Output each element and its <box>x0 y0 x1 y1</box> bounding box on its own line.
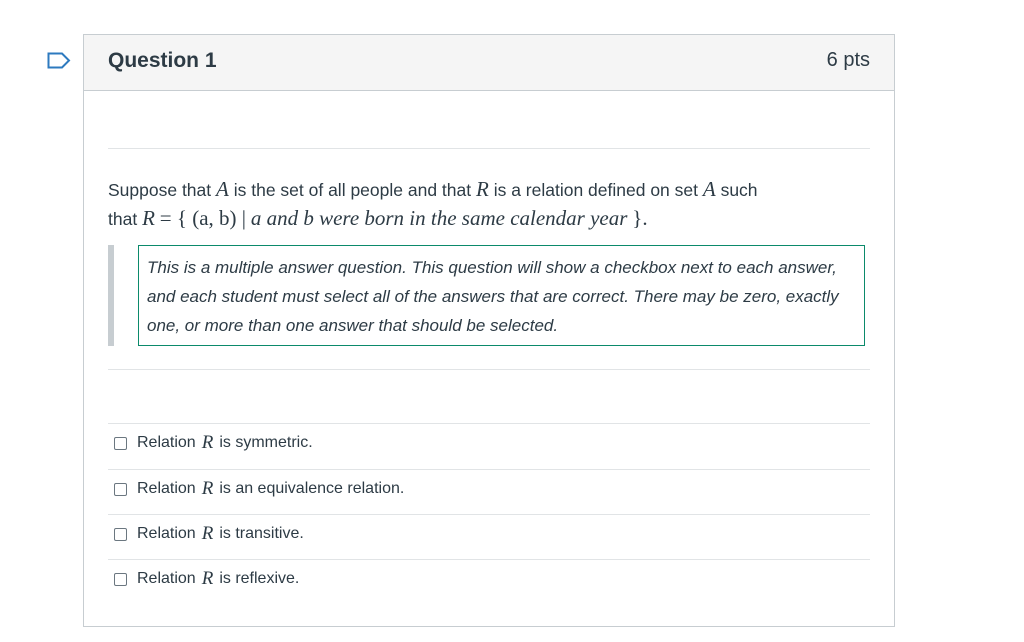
answer-option-3[interactable]: Relation R is transitive. <box>114 524 304 544</box>
question-header <box>84 35 894 91</box>
stem-line-1: Suppose that A is the set of all people and that R is a relation defined on set A such <box>108 177 758 201</box>
divider <box>108 148 870 149</box>
stem-line-2: that R = { (a, b) | a and b were born in the same calendar year }. <box>108 206 648 230</box>
blockquote-bar <box>108 245 114 346</box>
answer-checkbox[interactable] <box>114 483 127 496</box>
answer-checkbox[interactable] <box>114 437 127 450</box>
question-title: Question 1 <box>108 49 217 72</box>
answer-divider <box>108 559 870 560</box>
answer-checkbox[interactable] <box>114 528 127 541</box>
answer-option-4[interactable]: Relation R is reflexive. <box>114 569 299 589</box>
question-stem <box>108 175 868 233</box>
answers-divider <box>108 423 870 424</box>
divider <box>108 369 870 370</box>
answer-divider <box>108 514 870 515</box>
answer-checkbox[interactable] <box>114 573 127 586</box>
answer-divider <box>108 469 870 470</box>
flag-question-icon[interactable] <box>47 52 71 69</box>
instructions-note: This is a multiple answer question. This question will show a checkbox next to each answer, and each student must select all of the answers that are correct. There may be zero, exactly one, or more than one answer that should be selected. <box>138 245 865 346</box>
question-points: 6 pts <box>826 49 870 71</box>
question-card <box>83 34 895 627</box>
answer-option-1[interactable]: Relation R is symmetric. <box>114 433 313 453</box>
answer-option-2[interactable]: Relation R is an equivalence relation. <box>114 479 404 499</box>
